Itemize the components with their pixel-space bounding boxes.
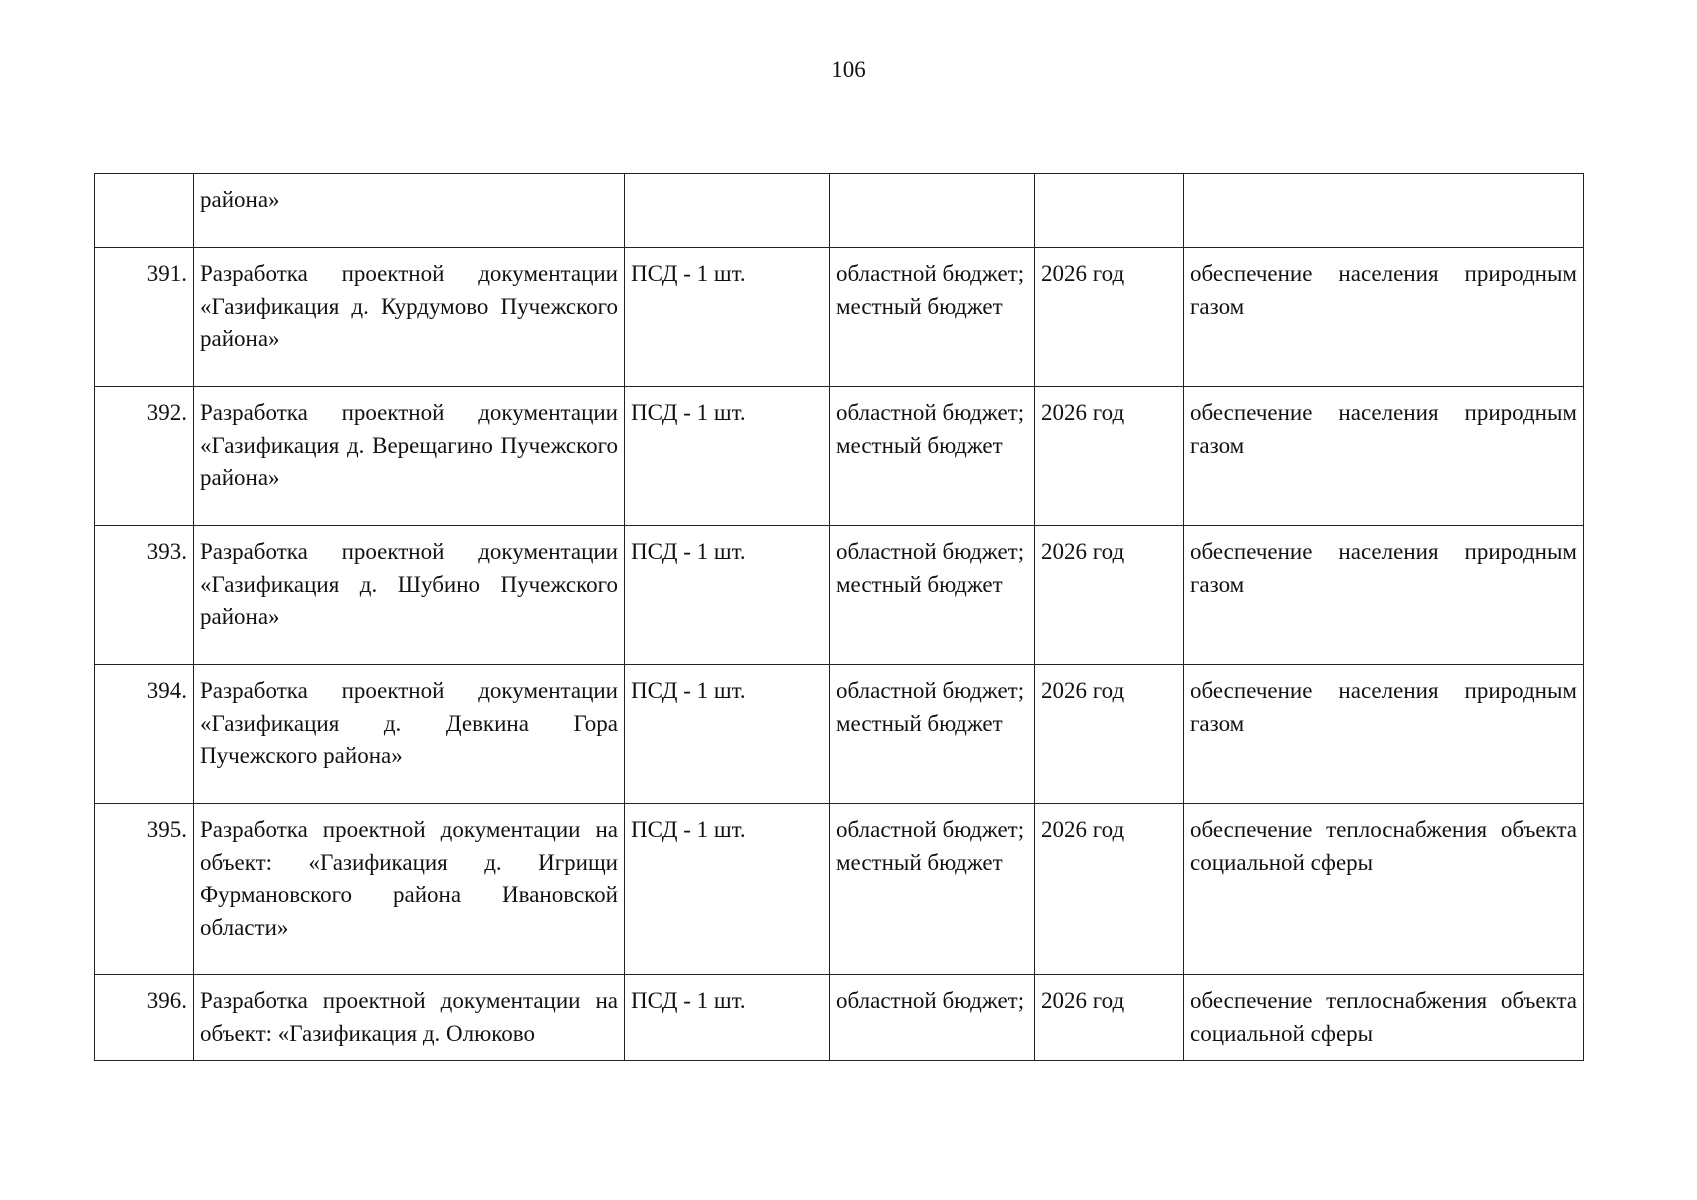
cell-funding-source: областной бюджет; местный бюджет bbox=[830, 804, 1035, 975]
cell-activity-name: Разработка проектной документации на объект: «Газификация д. Игрищи Фурмановского района Ивановской области» bbox=[194, 804, 625, 975]
cell-number: 396. bbox=[95, 975, 194, 1061]
program-table bbox=[94, 173, 1584, 1061]
table-row bbox=[95, 526, 1584, 665]
cell-term: 2026 год bbox=[1035, 665, 1184, 804]
table-row bbox=[95, 248, 1584, 387]
cell-effect: обеспечение населения природным газом bbox=[1184, 665, 1584, 804]
cell-result: ПСД - 1 шт. bbox=[625, 526, 830, 665]
cell-number: 394. bbox=[95, 665, 194, 804]
cell-result: ПСД - 1 шт. bbox=[625, 248, 830, 387]
cell-term bbox=[1035, 174, 1184, 248]
cell-term: 2026 год bbox=[1035, 975, 1184, 1061]
cell-funding-source: областной бюджет; местный бюджет bbox=[830, 526, 1035, 665]
cell-activity-name: района» bbox=[194, 174, 625, 248]
cell-number: 393. bbox=[95, 526, 194, 665]
cell-funding-source: областной бюджет; местный бюджет bbox=[830, 665, 1035, 804]
cell-funding-source bbox=[830, 174, 1035, 248]
cell-funding-source: областной бюджет; bbox=[830, 975, 1035, 1061]
cell-number: 392. bbox=[95, 387, 194, 526]
cell-effect: обеспечение населения природным газом bbox=[1184, 387, 1584, 526]
cell-result: ПСД - 1 шт. bbox=[625, 665, 830, 804]
table-row bbox=[95, 665, 1584, 804]
cell-activity-name: Разработка проектной документации «Газификация д. Девкина Гора Пучежского района» bbox=[194, 665, 625, 804]
cell-effect: обеспечение теплоснабжения объекта социальной сферы bbox=[1184, 975, 1584, 1061]
cell-activity-name: Разработка проектной документации «Газификация д. Шубино Пучежского района» bbox=[194, 526, 625, 665]
table-row bbox=[95, 387, 1584, 526]
cell-number: 391. bbox=[95, 248, 194, 387]
page-number: 106 bbox=[831, 57, 866, 82]
cell-result: ПСД - 1 шт. bbox=[625, 975, 830, 1061]
cell-number: 395. bbox=[95, 804, 194, 975]
cell-term: 2026 год bbox=[1035, 248, 1184, 387]
table-row bbox=[95, 975, 1584, 1061]
cell-funding-source: областной бюджет; местный бюджет bbox=[830, 248, 1035, 387]
table-row bbox=[95, 174, 1584, 248]
cell-activity-name: Разработка проектной документации «Газификация д. Курдумово Пучежского района» bbox=[194, 248, 625, 387]
cell-effect bbox=[1184, 174, 1584, 248]
cell-activity-name: Разработка проектной документации на объект: «Газификация д. Олюково bbox=[194, 975, 625, 1061]
table-body bbox=[95, 174, 1584, 1061]
cell-result bbox=[625, 174, 830, 248]
cell-term: 2026 год bbox=[1035, 387, 1184, 526]
cell-funding-source: областной бюджет; местный бюджет bbox=[830, 387, 1035, 526]
cell-effect: обеспечение населения природным газом bbox=[1184, 248, 1584, 387]
cell-term: 2026 год bbox=[1035, 804, 1184, 975]
cell-effect: обеспечение населения природным газом bbox=[1184, 526, 1584, 665]
cell-result: ПСД - 1 шт. bbox=[625, 804, 830, 975]
cell-activity-name: Разработка проектной документации «Газификация д. Верещагино Пучежского района» bbox=[194, 387, 625, 526]
cell-result: ПСД - 1 шт. bbox=[625, 387, 830, 526]
cell-term: 2026 год bbox=[1035, 526, 1184, 665]
table-row bbox=[95, 804, 1584, 975]
cell-effect: обеспечение теплоснабжения объекта социальной сферы bbox=[1184, 804, 1584, 975]
cell-number bbox=[95, 174, 194, 248]
